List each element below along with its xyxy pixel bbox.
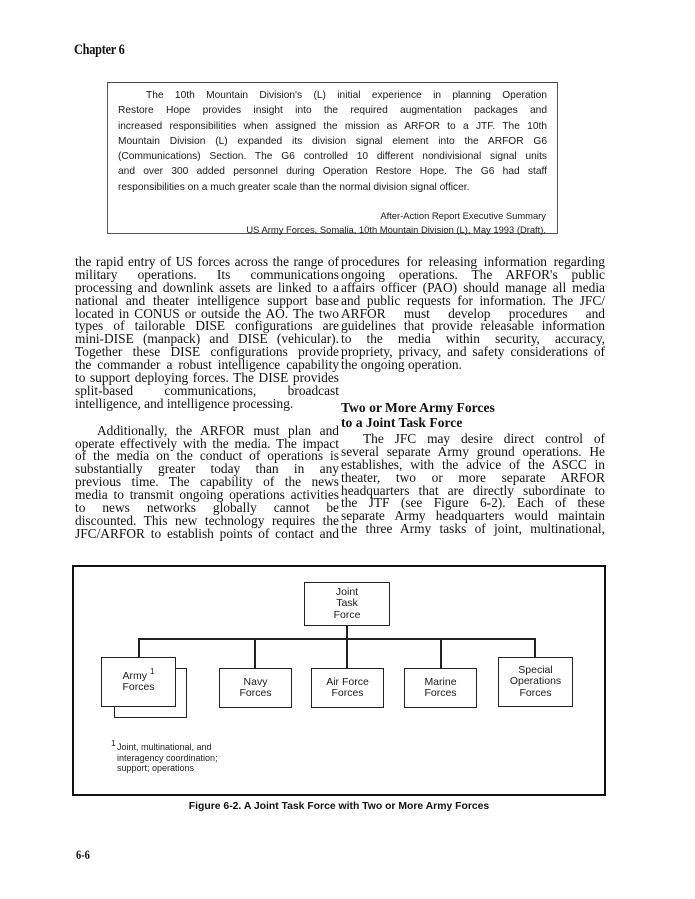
text-line: types of tailorable DISE configurations are xyxy=(75,318,339,334)
node-label: Army xyxy=(122,669,148,682)
footnote-reference: 1 xyxy=(150,667,155,676)
text-line: processing and downlink assets are linked to a xyxy=(75,279,339,295)
org-node-marine-forces xyxy=(404,668,477,708)
paragraph xyxy=(75,422,339,541)
quote-source-detail: US Army Forces, Somalia, 10th Mountain Division (L), May 1993 (Draft). xyxy=(246,224,546,236)
text-line: and public requests for information. The JFC/ xyxy=(341,292,605,308)
text-line: to news networks globally cannot be xyxy=(75,500,339,516)
text-line: affairs officer (PAO) should manage all media xyxy=(341,279,605,295)
quote-line: The 10th Mountain Division's (L) initial experience in planning Operation xyxy=(146,90,547,101)
text-line: to the media within security, accuracy, xyxy=(341,331,605,347)
text-line: to support deploying forces. The DISE provides xyxy=(75,370,339,386)
quote-box xyxy=(107,82,558,234)
footnote-line: interagency coordination; xyxy=(117,752,218,763)
paragraph xyxy=(341,433,605,536)
org-node-joint-task-force xyxy=(304,582,390,626)
org-node-army-forces xyxy=(101,657,176,707)
node-label: Forces xyxy=(239,687,272,699)
node-label: Task xyxy=(336,597,358,610)
text-line: discounted. This new technology requires the xyxy=(75,512,339,528)
figure-caption: Figure 6-2. A Joint Task Force with Two or More Army Forces xyxy=(188,801,490,812)
text-line: several separate Army ground operations. He xyxy=(341,443,605,459)
connector-line xyxy=(534,638,536,657)
connector-line xyxy=(346,625,348,638)
node-label: Air Force xyxy=(326,675,369,688)
connector-line xyxy=(138,638,535,640)
connector-line xyxy=(254,638,256,668)
section-heading-line: to a Joint Task Force xyxy=(341,415,463,431)
text-line: the commander a robust intelligence capability xyxy=(75,357,339,373)
text-line: the rapid entry of US forces across the range of xyxy=(75,254,339,269)
node-label: Navy xyxy=(243,675,268,688)
text-line: The JFC may desire direct control of xyxy=(363,431,605,447)
text-line: media to transmit ongoing operations activities xyxy=(75,487,339,503)
node-label: Marine xyxy=(424,675,457,688)
text-line: theater, two or more separate ARFOR xyxy=(341,469,605,485)
org-node-special-operations-forces xyxy=(498,657,573,707)
footnote-line: Joint, multinational, and xyxy=(117,742,212,752)
text-line: the three Army tasks of joint, multinational, xyxy=(341,521,605,537)
text-line: Additionally, the ARFOR must plan and xyxy=(97,422,339,438)
org-node-air-force-forces xyxy=(311,668,384,708)
quote-line: Mountain Division (L) expanded its division signal element into the ARFOR G6 xyxy=(118,135,547,147)
quote-line: (Communications) Section. The G6 controlled 10 different nondivisional signal units xyxy=(118,151,547,163)
left-column xyxy=(75,256,339,541)
text-line: Together these DISE configurations provide xyxy=(75,344,339,360)
connector-line xyxy=(138,638,140,657)
text-line: substantially greater today than in any xyxy=(75,461,339,477)
node-label: Forces xyxy=(331,687,364,699)
node-label: Special xyxy=(518,663,553,676)
text-line: the JTF (see Figure 6-2). Each of these xyxy=(341,495,605,511)
right-column xyxy=(341,256,605,536)
paragraph xyxy=(341,256,605,372)
text-line: ongoing operations. The ARFOR's public xyxy=(341,266,605,282)
text-line: propriety, privacy, and safety considerations of xyxy=(341,344,605,360)
text-line: intelligence, and intelligence processing. xyxy=(75,395,294,411)
text-line: headquarters that are directly subordinate to xyxy=(341,482,605,498)
quote-line: responsibilities on a much greater scale than the normal division signal officer. xyxy=(118,181,470,193)
text-line: operate effectively with the media. The impact xyxy=(75,435,339,451)
paragraph xyxy=(75,256,339,411)
footnote-line: support; operations xyxy=(117,763,195,773)
text-line: guidelines that provide releasable information xyxy=(341,318,605,334)
text-line: previous time. The capability of the news xyxy=(75,474,339,490)
quote-line: increased responsibilities when assigned the mission as ARFOR to a JTF. The 10th xyxy=(118,120,547,132)
footnote-mark: 1 xyxy=(111,738,116,748)
quote-source xyxy=(118,209,547,237)
connector-line xyxy=(440,638,442,668)
text-line: national and theater intelligence support base xyxy=(75,292,339,308)
page-number: 6-6 xyxy=(76,847,90,862)
quote-source-title: After-Action Report Executive Summary xyxy=(380,210,546,222)
text-line: of the media on the conduct of operations is xyxy=(75,448,339,464)
node-label: Force xyxy=(333,608,361,621)
text-line: split-based communications, broadcast xyxy=(75,382,339,398)
node-label: Joint xyxy=(335,585,359,598)
node-label: Forces xyxy=(424,687,457,699)
node-label: Forces xyxy=(122,681,155,693)
text-line: JFC/ARFOR to establish points of contact and xyxy=(75,525,339,541)
quote-line: and over 300 added personnel during Operation Restore Hope. The G6 had staff xyxy=(118,166,547,178)
text-line: the ongoing operation. xyxy=(341,357,462,373)
chapter-header: Chapter 6 xyxy=(74,42,125,58)
text-line: located in CONUS or outside the AO. The two xyxy=(75,305,339,321)
node-label: Operations xyxy=(509,675,562,688)
connector-line xyxy=(346,638,348,668)
section-heading xyxy=(341,400,605,430)
text-line: separate Army headquarters would maintain xyxy=(341,508,605,524)
text-line: mini-DISE (manpack) and DISE (vehicular). xyxy=(75,331,339,347)
text-line: establishes, with the advice of the ASCC in xyxy=(341,456,605,472)
text-line: ARFOR must develop procedures and xyxy=(341,305,605,321)
text-line: procedures for releasing information regarding xyxy=(341,254,605,269)
org-node-navy-forces xyxy=(219,668,292,708)
section-heading-line: Two or More Army Forces xyxy=(341,400,495,416)
figure-footnote xyxy=(111,738,218,774)
node-label: Forces xyxy=(519,686,552,699)
quote-line: Restore Hope provides insight into the required augmentation packages and xyxy=(118,105,547,117)
text-line: military operations. Its communications xyxy=(75,266,339,282)
